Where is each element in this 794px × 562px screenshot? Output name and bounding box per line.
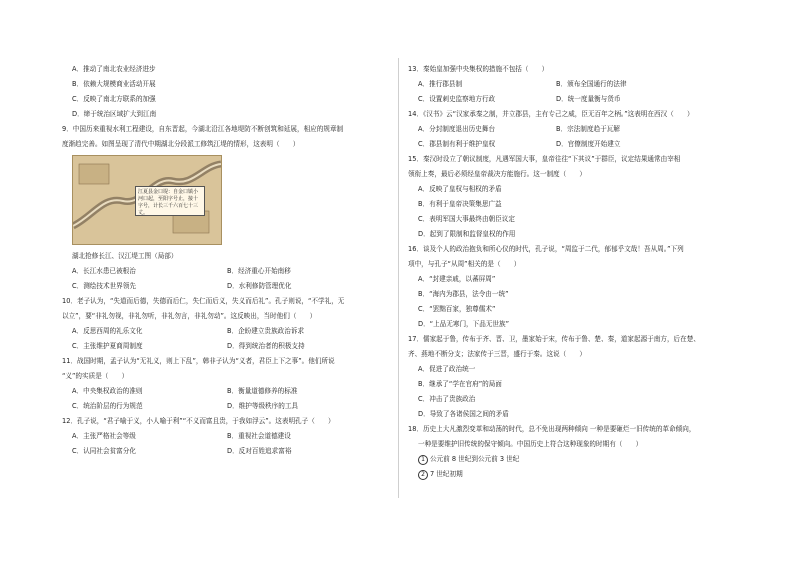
q10-options-row-1 xyxy=(62,324,392,339)
q14-option-d: D．官僚制度开始建立 xyxy=(556,140,621,148)
q10-option-a: A．反思西周的礼乐文化 xyxy=(72,327,143,335)
q14-option-b: B．宗法制度趋于瓦解 xyxy=(556,125,620,133)
q11-options-row-2 xyxy=(62,399,392,414)
q11-option-a: A．中央集权政治的准则 xyxy=(72,387,143,395)
q11-option-c: C．统治阶层的行为规范 xyxy=(72,402,143,410)
q14-stem-1: 14．《汉书》云“汉家承秦之制，并立郡县，主有专己之威，臣无百年之柄。”这表明在西汉（ ） xyxy=(408,110,694,118)
q9-options-row-2 xyxy=(62,279,392,294)
q18-item-1 xyxy=(408,452,738,467)
q17-stem-2: 齐、燕地不断分支；法家传于三晋，盛行于秦。这说（ ） xyxy=(408,350,587,358)
q16-option-d: D．“上品无寒门，下品无世族” xyxy=(418,320,510,328)
q15-option-b: B．有利于皇帝决策集思广益 xyxy=(418,200,502,208)
q14-options-row-2 xyxy=(408,137,738,152)
q12-options-row-1 xyxy=(62,429,392,444)
q18-item-2-text: 7 世纪初期 xyxy=(430,470,463,478)
q15-option-c: C．表明军国大事最终由朝臣议定 xyxy=(418,215,515,223)
q17-stem-1: 17．儒家起于鲁，传布于齐、晋、卫，墨家始于宋，传布于鲁、楚、秦，道家起源于南方，后在楚、 xyxy=(408,335,700,343)
q15-stem-1: 15．秦汉时设立了朝议制度，凡遇军国大事，皇帝往往“下其议”于群臣，议定结果通常由宰相 xyxy=(408,155,681,163)
q13-stem-1: 13．秦始皇加强中央集权的措施不包括（ ） xyxy=(408,65,549,73)
q16-option-a: A．“封建亲戚，以蕃屏周” xyxy=(418,275,496,283)
q13-options-row-1 xyxy=(408,77,738,92)
right-column xyxy=(408,62,738,482)
q8-option-c: C．反映了南北方联系的加强 xyxy=(72,95,156,103)
q10-stem-2: 以立”，要“非礼勿视，非礼勿听，非礼勿言，非礼勿动”。这反映出，当时他们（ ） xyxy=(62,312,317,320)
q12-option-c: C．认同社会贫富分化 xyxy=(72,447,136,455)
q13-options-row-2 xyxy=(408,92,738,107)
q11-options-row-1 xyxy=(62,384,392,399)
q17-option-b: B．继承了“学在官府”的局面 xyxy=(418,380,502,388)
q11-option-b: B．衡量道德修养的标准 xyxy=(227,387,298,395)
q11-stem-1: 11．战国时期，孟子认为“无礼义，则上下乱”，韩非子认为“义者，君臣上下之事”。他们所说 xyxy=(62,357,335,365)
q18-item-1-number: 1 xyxy=(418,455,428,465)
q9-option-d: D．水利修防管理优化 xyxy=(227,282,292,290)
q17-option-a: A．促进了政治统一 xyxy=(418,365,476,373)
q10-option-d: D．得到统治者的积极支持 xyxy=(227,342,305,350)
q16-stem-1: 16．谈及个人的政治抱负和所心仪的时代，孔子说，“周监于二代，郁郁乎文哉！吾从周。”下列 xyxy=(408,245,684,253)
q16-option-b: B．“海内为郡县，法令由一统” xyxy=(418,290,509,298)
q8-option-a: A．推动了南北农业经济进步 xyxy=(72,65,156,73)
q17-option-d: D．导致了各诸侯国之间的矛盾 xyxy=(418,410,509,418)
q16-stem-2: 项中，与孔子“从周”相关的是（ ） xyxy=(408,260,521,268)
q10-stem-1: 10．老子认为，“失道而后德，失德而后仁，失仁而后义，失义而后礼”。孔子则说，“不学礼，无 xyxy=(62,297,345,305)
q14-option-c: C．郡县制有利于维护皇权 xyxy=(418,140,496,148)
q13-option-a: A．推行郡县制 xyxy=(418,80,463,88)
q10-options-row-2 xyxy=(62,339,392,354)
q11-option-d: D．维护等级秩序的工具 xyxy=(227,402,299,410)
q17-option-c: C．冲击了贵族政治 xyxy=(418,395,476,403)
q10-option-b: B．企盼建立贵族政治诉求 xyxy=(227,327,305,335)
map-caption: 湖北抢修长江、汉江堤工图（局部） xyxy=(72,252,178,260)
q14-option-a: A．分封制度退出历史舞台 xyxy=(418,125,496,133)
q18-stem-1: 18．历史上大凡激烈变革和动荡的时代，总不免出现两种倾向 一种是要砸烂一旧传统的革命倾向， xyxy=(408,425,696,433)
q12-option-a: A．主张严格社会等级 xyxy=(72,432,136,440)
q9-options-row-1 xyxy=(62,264,392,279)
q13-option-c: C．设置刺史监察地方行政 xyxy=(418,95,496,103)
q9-option-b: B．经济重心开始南移 xyxy=(227,267,291,275)
q8-option-d: D．缔于统治区域扩大到江南 xyxy=(72,110,157,118)
q9-stem-2: 度渐趋完善。如图呈现了清代中期湖北分段派工修筑江堤的情形，这表明（ ） xyxy=(62,140,300,148)
q10-option-c: C．主张维护夏商周制度 xyxy=(72,342,143,350)
q12-option-d: D．反对百姓追求富裕 xyxy=(227,447,292,455)
q8-option-b: B．依赖大规模商业活动开展 xyxy=(72,80,156,88)
q18-item-2-number: 2 xyxy=(418,470,428,480)
q9-option-a: A．长江水患已被根治 xyxy=(72,267,136,275)
q16-option-c: C．“罢黜百家，独尊儒术” xyxy=(418,305,496,313)
q12-option-b: B．重视社会道德建设 xyxy=(227,432,291,440)
q9-option-c: C．测绘技术世界领先 xyxy=(72,282,136,290)
left-column xyxy=(62,62,392,459)
q12-stem-1: 12．孔子说，“君子喻于义，小人喻于利”“不义而富且贵，于我如浮云”。这表明孔子（ ） xyxy=(62,417,335,425)
q14-options-row-1 xyxy=(408,122,738,137)
q18-stem-2: 一种是要维护旧传统的保守倾向。中国历史上符合这种现象的时期有（ ） xyxy=(418,440,643,448)
q18-item-1-text: 公元前 8 世纪到公元前 3 世纪 xyxy=(430,455,520,463)
q12-options-row-2 xyxy=(62,444,392,459)
q11-stem-2: “义”的实质是（ ） xyxy=(62,372,129,380)
q9-stem-1: 9．中国历来重视水利工程建设，自东晋起，今湖北沿江各地堤防不断创筑和延展，相应的规章制 xyxy=(62,125,344,133)
q13-option-b: B．颁布全国通行的法律 xyxy=(556,80,627,88)
q15-option-a: A．反映了皇权与相权的矛盾 xyxy=(418,185,502,193)
q15-stem-2: 领衔上奏，最后必须经皇帝裁决方能施行。这一制度（ ） xyxy=(408,170,587,178)
q15-option-d: D．起到了限制和监督皇权的作用 xyxy=(418,230,516,238)
column-divider xyxy=(398,58,399,498)
map-note-box: 江夏县金口堤：自金口镇小河口起，至阳字号止，接十字号，计长三千六百七十三丈。 xyxy=(135,186,205,216)
q18-item-2 xyxy=(408,467,738,482)
q13-option-d: D．统一度量衡与货币 xyxy=(556,95,621,103)
embankment-map-image xyxy=(72,155,222,245)
